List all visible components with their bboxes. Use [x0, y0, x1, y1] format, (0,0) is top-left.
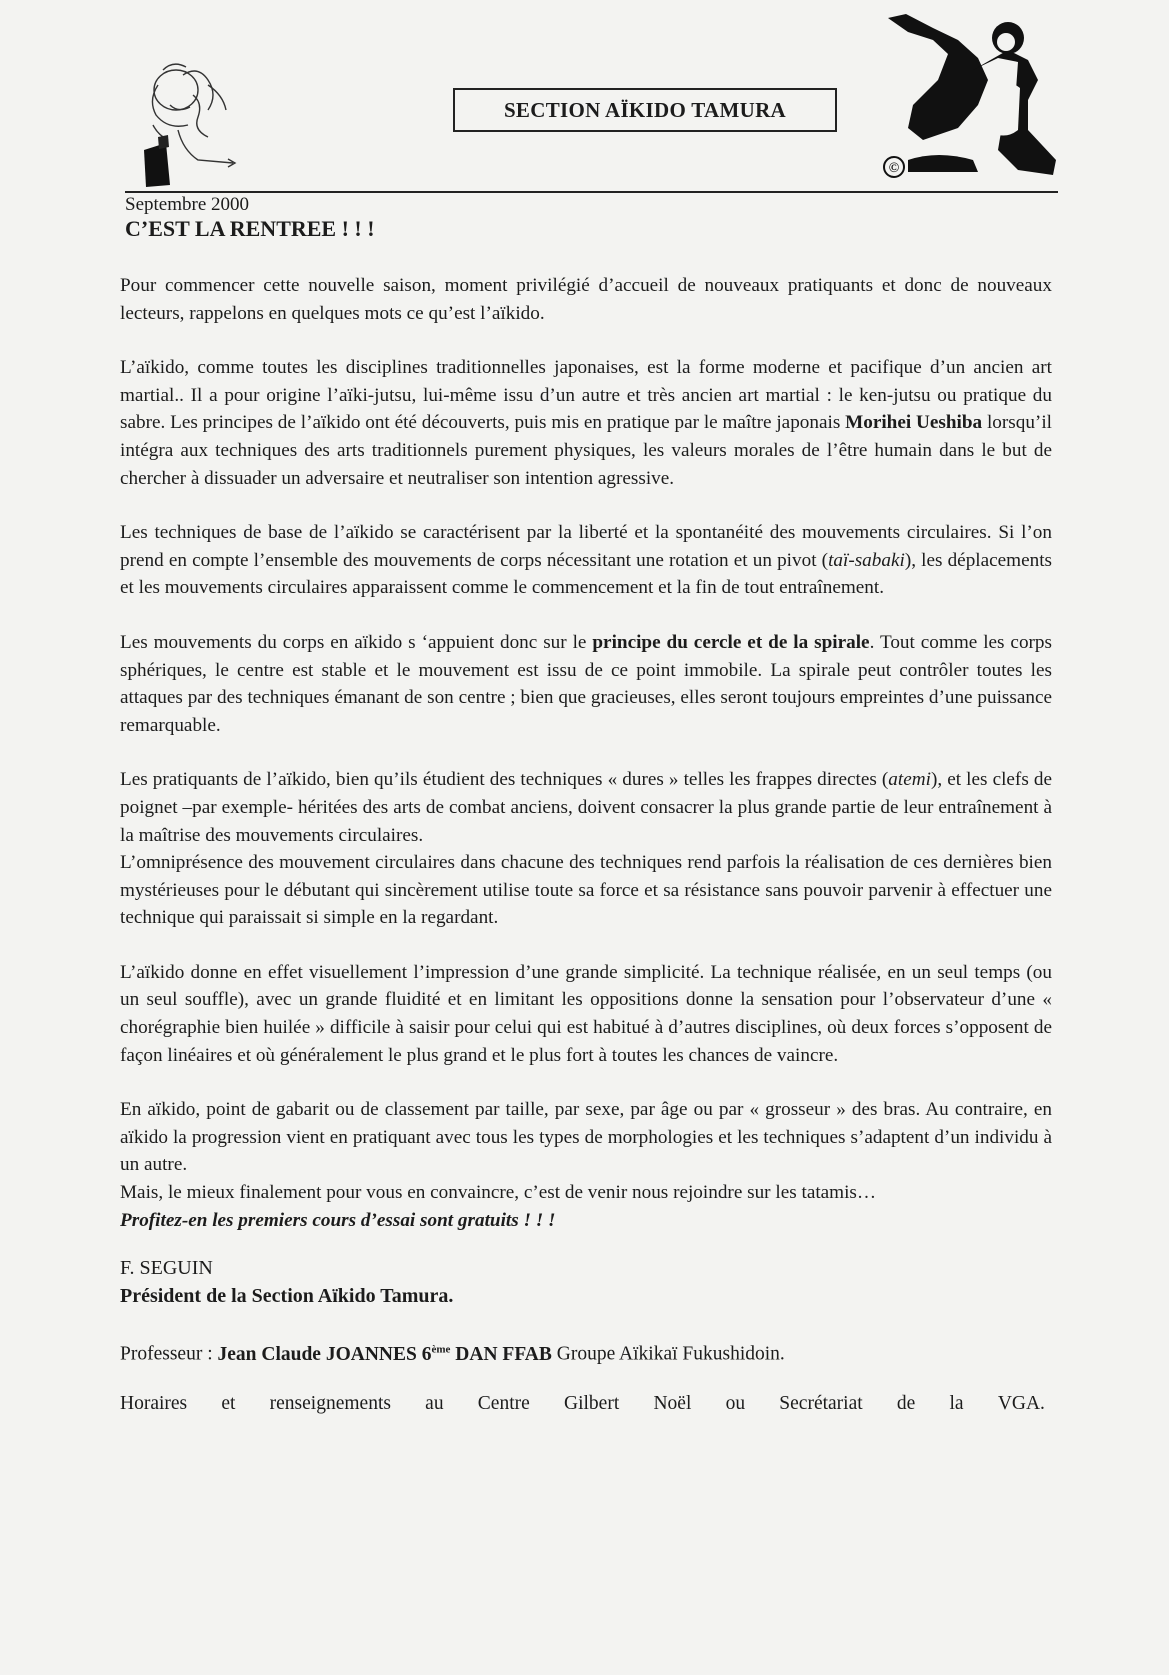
paragraph-techniques: Les techniques de base de l’aïkido se caractérisent par la liberté et la spontanéité des mouvements circulaires. Si l’on prend en compte l’ensemble des mouvements de corps nécessitant une rotation et un pivot (taï-sabaki), les déplacements et les mouvements circulaires apparaissent comme le commencement et la fin de tout entraînement. — [120, 522, 1052, 599]
paragraph-practitioners: Les pratiquants de l’aïkido, bien qu’ils étudient des techniques « dures » telles les frappes directes (atemi), et les clefs de poignet –par exemple- héritées des arts de combat anciens, doivent consacrer la plus grande partie de leur entraînement à la maîtrise des mouvements circulaires. — [120, 769, 1052, 846]
term-tai-sabaki: taï-sabaki — [828, 549, 905, 571]
headline: C’EST LA RENTREE ! ! ! — [125, 216, 375, 241]
call-to-action: Profitez-en les premiers cours d’essai sont gratuits ! ! ! — [120, 1209, 556, 1231]
hours-line: Horaires et renseignements au Centre Gilbert Noël ou Secrétariat de la VGA. — [120, 1393, 1045, 1415]
paragraph-simplicity: L’aïkido donne en effet visuellement l’impression d’une grande simplicité. La technique réalisée, en un seul temps (ou un seul souffle), avec un grande fluidité et en limitant les oppositions donne la sensation pour l’observateur d’une « chorégraphie bien huilée » difficile à saisir pour celui qui est habitué à d’autres disciplines, où deux forces s’opposent de façon linéaires et où généralement le plus grand et le plus fort à toutes les chances de vaincre. — [120, 961, 1052, 1066]
term-atemi: atemi — [888, 769, 931, 791]
aikido-figure-sketch-icon — [138, 55, 248, 190]
copyright-icon — [882, 155, 906, 179]
signature-block — [120, 1254, 1052, 1310]
paragraph-equality: En aïkido, point de gabarit ou de classement par taille, par sexe, par âge ou par « grosseur » des bras. Au contraire, en aïkido la progression vient en pratiquant avec tous les types de morphologies et les techniques s’adaptent d’un individu à un autre. — [120, 1099, 1052, 1176]
paragraph-intro: Pour commencer cette nouvelle saison, moment privilégié d’accueil de nouveaux pratiquants et donc de nouveaux lecteurs, rappelons en quelques mots ce qu’est l’aïkido. — [120, 275, 1052, 324]
teacher-line: Professeur : Jean Claude JOANNES 6ème DAN FFAB Groupe Aïkikaï Fukushidoin. — [120, 1343, 785, 1365]
founder-name: Morihei Ueshiba — [845, 412, 983, 434]
signature-name: F. SEGUIN — [120, 1257, 213, 1280]
paragraph-spiral: Les mouvements du corps en aïkido s ‘appuient donc sur le principe du cercle et de la spirale. Tout comme les corps sphériques, le centre est stable et le mouvement est issu de ce point immobile. La spirale peut contrôler toutes les attaques par des techniques émanant de son centre ; bien que gracieuses, elles seront toujours empreintes d’une puissance remarquable. — [120, 631, 1052, 736]
paragraph-origin: L’aïkido, comme toutes les disciplines traditionnelles japonaises, est la forme moderne et pacifique d’un ancien art martial.. Il a pour origine l’aïki-jutsu, lui-même issu d’un autre et très ancien art martial : le ken-jutsu ou pratique du sabre. Les principes de l’aïkido ont été découverts, puis mis en pratique par le maître japonais Morihei Ueshiba lorsqu’il intégra aux techniques des arts traditionnels purement physiques, les valeurs morales de l’être humain dans le but de chercher à dissuader un adversaire et neutraliser son intention agressive. — [120, 357, 1052, 489]
paragraph-invitation: Mais, le mieux finalement pour vous en convaincre, c’est de venir nous rejoindre sur les tatamis… — [120, 1182, 877, 1204]
header-rule — [125, 191, 1058, 193]
issue-date: Septembre 2000 — [125, 194, 250, 215]
signature-role: Président de la Section Aïkido Tamura. — [120, 1285, 454, 1308]
teacher-name: Jean Claude JOANNES 6ème DAN FFAB — [217, 1343, 552, 1365]
paragraph-omnipresence: L’omniprésence des mouvement circulaires dans chacune des techniques rend parfois la réalisation de ces dernières bien mystérieuses pour le débutant qui sincèrement utilise toute sa force et sa résistance sans pouvoir parvenir à effectuer une technique qui paraissait si simple en la regardant. — [120, 852, 1052, 929]
section-title: SECTION AÏKIDO TAMURA — [453, 88, 837, 132]
aikido-throw-silhouette-icon — [878, 10, 1068, 188]
principle-highlight: principe du cercle et de la spirale — [592, 631, 870, 653]
article-body — [120, 272, 1052, 1418]
svg-text:©: © — [888, 161, 900, 176]
